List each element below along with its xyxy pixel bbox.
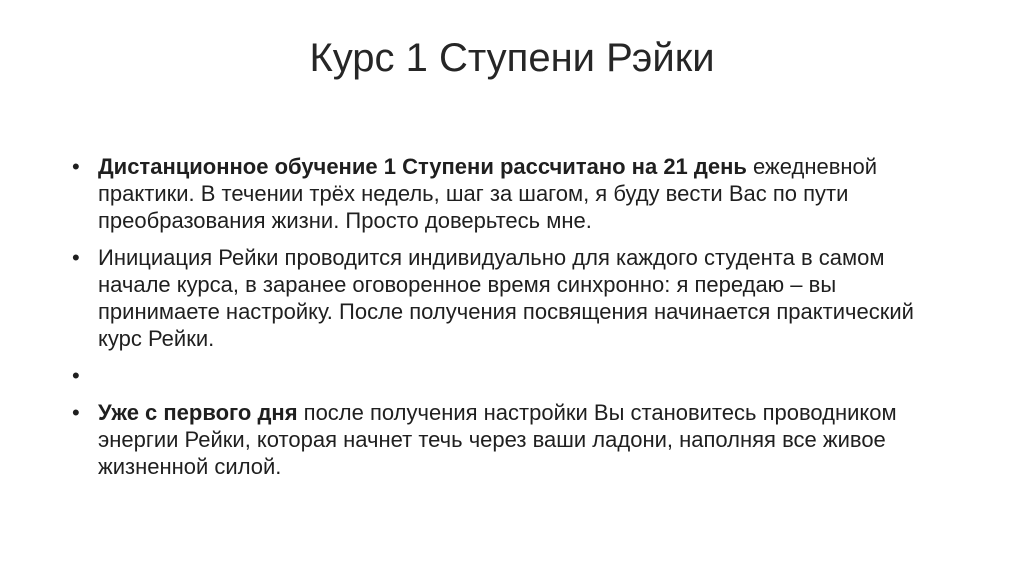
bullet-dot-icon <box>72 153 92 180</box>
bullet-dot-icon <box>72 399 92 426</box>
bullet-item-1 <box>72 153 952 234</box>
bullet-item-3 <box>72 362 952 389</box>
bullet-dot-icon <box>72 362 92 389</box>
bullet-item-4 <box>72 399 952 480</box>
bullet-dot-icon <box>72 244 92 271</box>
slide-title: Курс 1 Ступени Рэйки <box>309 36 715 80</box>
bullet-item-2 <box>72 244 952 352</box>
bullet-list <box>72 153 952 490</box>
bullet-text: ежедневной практики. В течении трёх недель, шаг за шагом, я буду вести Вас по пути преобразования жизни. Просто доверьтесь мне. <box>98 154 878 233</box>
bullet-bold-text: Дистанционное обучение 1 Ступени рассчитано на 21 день <box>98 154 747 179</box>
bullet-text: Инициация Рейки проводится индивидуально для каждого студента в самом начале курса, в заранее оговоренное время синхронно: я передаю – вы принимаете настройку. После получения посвящения начинается практический курс Рейки. <box>98 245 914 351</box>
bullet-text: после получения настройки Вы становитесь проводником энергии Рейки, которая начнет течь через ваши ладони, наполняя все живое жизненной силой. <box>98 400 897 479</box>
bullet-bold-text: Уже с первого дня <box>98 400 298 425</box>
